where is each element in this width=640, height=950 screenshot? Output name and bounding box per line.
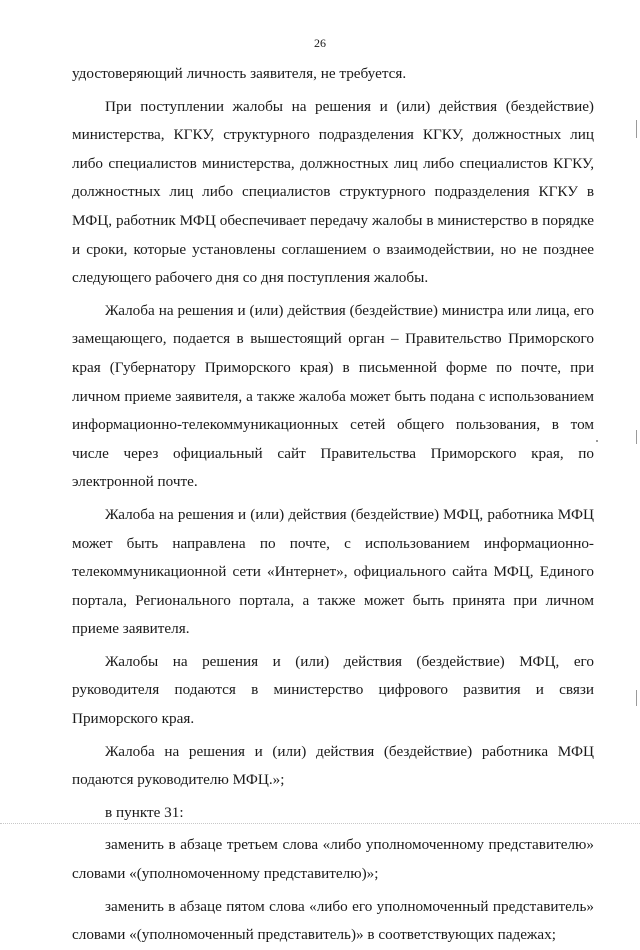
- paragraph-complaint-minister: Жалоба на решения и (или) действия (бездействие) министра или лица, его замещающего, подается в вышестоящий орган – Правительство Приморского края (Губернатору Приморского края) в письменной форме по почте, при личном приеме заявителя, а также жалоба может быть подана с использованием информационно-телекоммуникационных сетей общего пользования, в том числе через официальный сайт Правительства Приморского края, по электронной почте.: [72, 301, 594, 491]
- page-number: 26: [314, 36, 326, 50]
- scan-edge-mark: [636, 690, 637, 706]
- document-body: [72, 60, 594, 950]
- paragraph-complaint-transfer: При поступлении жалобы на решения и (или) действия (бездействие) министерства, КГКУ, структурного подразделения КГКУ, должностных лиц либо специалистов министерства, должностных лиц либо специалистов КГКУ, должностных лиц либо специалистов структурного подразделения КГКУ в МФЦ, работник МФЦ обеспечивает передачу жалобы в министерство в порядке и сроки, которые установлены соглашением о взаимодействии, но не позднее следующего рабочего дня со дня поступления жалобы.: [72, 97, 594, 287]
- scan-edge-mark: [636, 120, 637, 138]
- paragraph-complaint-mfc-worker: Жалоба на решения и (или) действия (бездействие) работника МФЦ подаются руководителю МФЦ.»;: [72, 742, 594, 789]
- paragraph-replace-fifth: заменить в абзаце пятом слова «либо его уполномоченный представитель» словами «(уполномоченный представитель)» в соответствующих падежах;: [72, 897, 594, 944]
- paragraph-item-31: в пункте 31:: [105, 803, 184, 821]
- scan-dust-speck: [596, 440, 598, 442]
- paragraph-complaint-mfc: Жалоба на решения и (или) действия (бездействие) МФЦ, работника МФЦ может быть направлена по почте, с использованием информационно-телекоммуникационной сети «Интернет», официального сайта МФЦ, Единого портала, Регионального портала, а также может быть принята при личном приеме заявителя.: [72, 505, 594, 638]
- scan-fold-line: [0, 823, 640, 824]
- scan-edge-mark: [636, 430, 637, 444]
- paragraph-continuation: удостоверяющий личность заявителя, не требуется.: [72, 65, 407, 82]
- paragraph-complaint-mfc-head: Жалобы на решения и (или) действия (бездействие) МФЦ, его руководителя подаются в министерство цифрового развития и связи Приморского края.: [72, 652, 594, 728]
- paragraph-replace-third: заменить в абзаце третьем слова «либо уполномоченному представителю» словами «(уполномоченному представителю)»;: [72, 836, 594, 883]
